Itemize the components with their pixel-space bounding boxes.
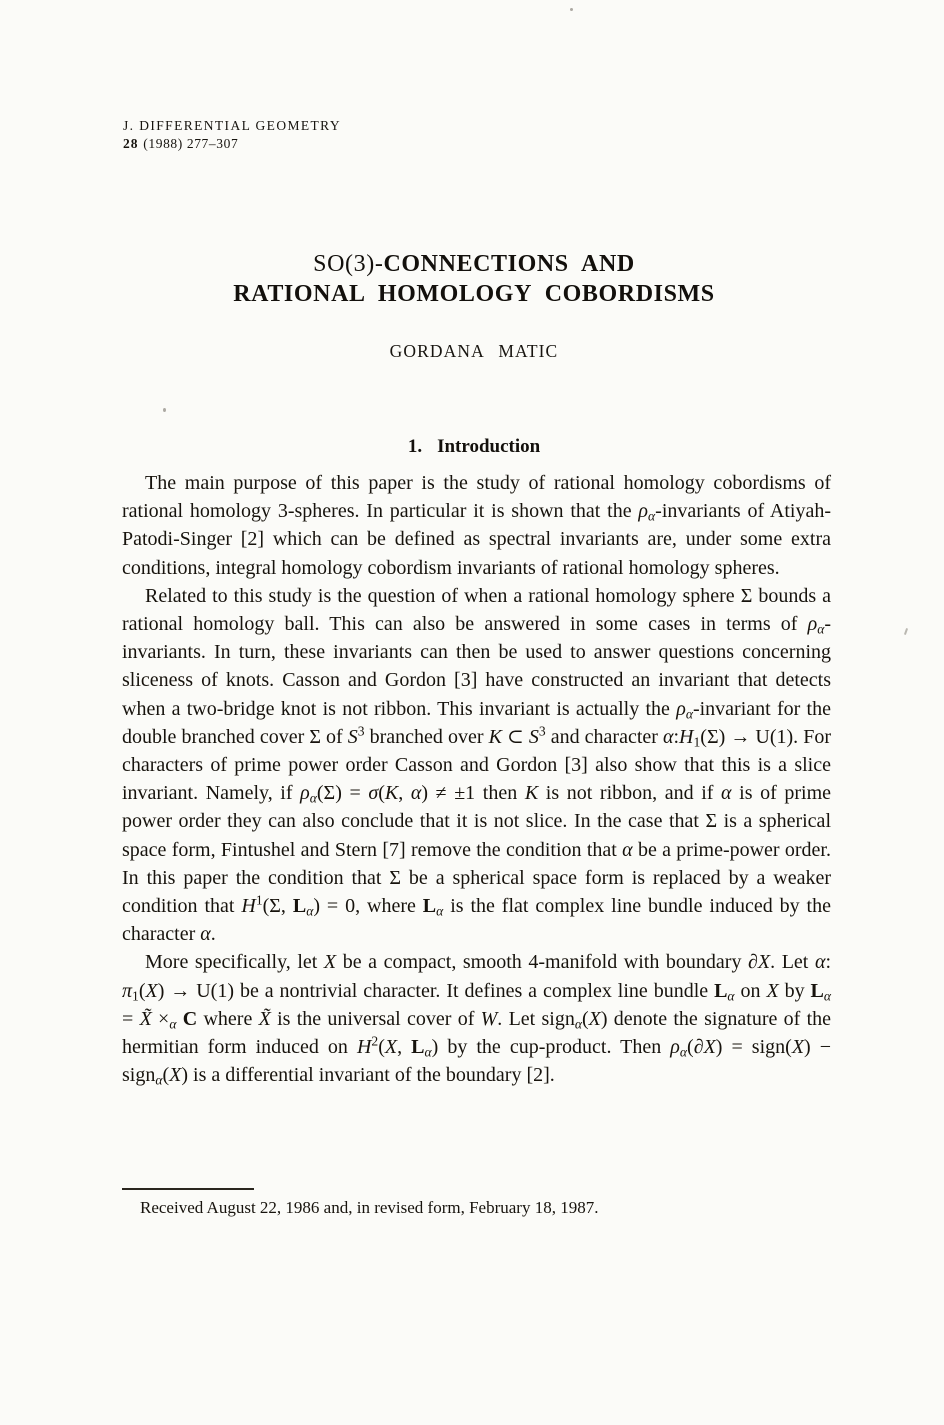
journal-issue-pages: (1988) 277–307 xyxy=(143,136,239,151)
scan-speck xyxy=(904,628,908,635)
article-body xyxy=(122,469,831,1089)
paper-title-line2: RATIONAL HOMOLOGY COBORDISMS xyxy=(233,281,715,307)
section-number: 1. xyxy=(407,436,423,457)
received-note: Received August 22, 1986 and, in revised form, February 18, 1987. xyxy=(140,1198,599,1217)
paragraph-1: The main purpose of this paper is the study of rational homology cobordisms of rational homology 3-spheres. In particular it is shown that the $\rho_\alpha$-invariants of Atiyah-Patodi-Singer [2] which can be defined as spectral invariants are, under some extra conditions, integral homology cobordism invariants of rational homology spheres. xyxy=(122,472,831,579)
author-name: GORDANA MATIC xyxy=(389,341,559,361)
journal-header xyxy=(123,117,341,153)
section-heading xyxy=(118,436,830,458)
journal-name: J. DIFFERENTIAL GEOMETRY xyxy=(123,118,341,133)
paragraph-3: More specifically, let X be a compact, smooth 4-manifold with boundary ∂X. Let α: $\pi_1(X) \to U(1)$ be a nontrivial character. It defines a complex line bundle $L_\alpha$ on X by $L_\alpha$ = X̃ $\times_\alpha$ C where X̃ is the universal cover of W. Let sign$_\alpha$(X) denote the signature of the hermitian form induced on $H^2(X$, $L_\alpha$) by the cup-product. Then $\rho_\alpha(\partial X)$ = sign(X) − sign$_\alpha$(X) is a differential invariant of the boundary [2]. xyxy=(122,951,832,1088)
paper-title xyxy=(118,249,830,309)
section-title: Introduction xyxy=(437,436,541,457)
paper-title-line1: SO(3)-CONNECTIONS AND xyxy=(313,251,635,277)
scan-speck xyxy=(570,8,573,11)
footnote-rule xyxy=(122,1188,254,1190)
journal-issue-line xyxy=(123,135,341,153)
paragraph-2: Related to this study is the question of when a rational homology sphere Σ bounds a rational homology ball. This can also be answered in some cases in terms of $\rho_\alpha$-invariants. In turn, these invariants can then be used to answer questions concerning sliceness of knots. Casson and Gordon [3] have constructed an invariant that detects when a two-bridge knot is not ribbon. This invariant is actually the $\rho_\alpha$-invariant for the double branched cover Σ of $S^3$ branched over K ⊂ $S^3$ and character $\alpha:H_1(\Sigma) \to U(1)$. For characters of prime power order Casson and Gordon [3] also show that this is a slice invariant. Namely, if $\rho_\alpha(\Sigma) = \sigma(K$, α) ≠ ±1 then K is not ribbon, and if α is of prime power order they can also conclude that it is not slice. In the case that Σ is a spherical space form, Fintushel and Stern [7] remove the condition that α be a prime-power order. In this paper the condition that Σ be a spherical space form is replaced by a weaker condition that $H^1(\Sigma$, $L_\alpha) = 0$, where $L_\alpha$ is the flat complex line bundle induced by the character α. xyxy=(122,584,832,946)
journal-volume: 28 xyxy=(123,136,139,151)
scan-speck xyxy=(163,408,166,412)
